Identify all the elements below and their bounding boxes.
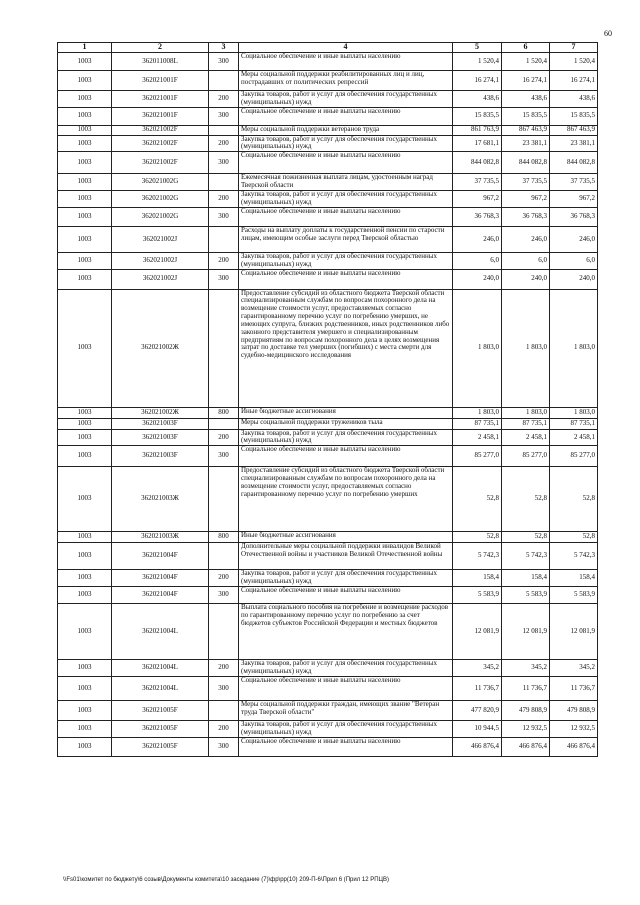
section-code: 1003 (58, 570, 112, 587)
amount-col5: 158,4 (453, 570, 502, 587)
expense-description: Меры социальной поддержки граждан, имеющих звание "Ветеран труда Тверской области" (239, 701, 453, 721)
section-code: 1003 (58, 532, 112, 543)
section-code: 1003 (58, 252, 112, 269)
table-row (58, 207, 598, 226)
expense-type-code (209, 226, 239, 252)
amount-col6: 12 932,5 (502, 721, 550, 738)
amount-col5: 477 820,9 (453, 701, 502, 721)
amount-col7: 23 381,1 (550, 135, 598, 152)
section-code: 1003 (58, 660, 112, 677)
expense-type-code: 200 (209, 721, 239, 738)
expense-description: Закупка товаров, работ и услуг для обеспечения государственных (муниципальных) нужд (239, 135, 453, 152)
expense-description: Иные бюджетные ассигнования (239, 532, 453, 543)
expense-type-code: 300 (209, 737, 239, 756)
section-code: 1003 (58, 125, 112, 135)
section-code: 1003 (58, 135, 112, 152)
expense-description: Меры социальной поддержки тружеников тыла (239, 418, 453, 429)
expense-type-code: 300 (209, 677, 239, 701)
amount-col5: 37 735,5 (453, 174, 502, 191)
amount-col7: 37 735,5 (550, 174, 598, 191)
article-code: 362021003F (112, 429, 209, 446)
table-header-row (58, 43, 598, 53)
article-code: 362021004L (112, 660, 209, 677)
amount-col5: 85 277,0 (453, 446, 502, 467)
amount-col6: 158,4 (502, 570, 550, 587)
column-header: 7 (550, 43, 598, 53)
amount-col7: 12 932,5 (550, 721, 598, 738)
article-code: 362021004F (112, 570, 209, 587)
expense-type-code: 800 (209, 532, 239, 543)
expense-description: Меры социальной поддержки реабилитированных лиц и лиц, пострадавших от политических репрессий (239, 71, 453, 91)
amount-col6: 240,0 (502, 269, 550, 289)
expense-description: Социальное обеспечение и иные выплаты населению (239, 152, 453, 174)
amount-col6: 438,6 (502, 91, 550, 108)
expense-type-code: 300 (209, 107, 239, 125)
expense-description: Социальное обеспечение и иные выплаты населению (239, 107, 453, 125)
article-code: 362021002F (112, 152, 209, 174)
amount-col7: 16 274,1 (550, 71, 598, 91)
article-code: 362021003F (112, 446, 209, 467)
section-code: 1003 (58, 174, 112, 191)
expense-type-code: 200 (209, 135, 239, 152)
section-code: 1003 (58, 737, 112, 756)
expense-type-code: 200 (209, 570, 239, 587)
amount-col6: 1 803,0 (502, 407, 550, 418)
expense-description: Ежемесячная пожизненная выплата лицам, удостоенным наград Тверской области (239, 174, 453, 191)
amount-col6: 1 520,4 (502, 53, 550, 71)
table-row (58, 604, 598, 660)
expense-type-code: 300 (209, 152, 239, 174)
table-row (58, 721, 598, 738)
amount-col7: 52,8 (550, 532, 598, 543)
amount-col6: 11 736,7 (502, 677, 550, 701)
table-row (58, 71, 598, 91)
amount-col6: 16 274,1 (502, 71, 550, 91)
amount-col7: 6,0 (550, 252, 598, 269)
table-row (58, 191, 598, 208)
expense-description: Социальное обеспечение и иные выплаты населению (239, 53, 453, 71)
amount-col6: 5 583,9 (502, 587, 550, 604)
article-code: 362021003Ж (112, 467, 209, 532)
amount-col7: 12 081,9 (550, 604, 598, 660)
table-row (58, 152, 598, 174)
amount-col5: 36 768,3 (453, 207, 502, 226)
expense-type-code (209, 543, 239, 570)
article-code: 362021002F (112, 135, 209, 152)
expense-type-code (209, 71, 239, 91)
section-code: 1003 (58, 269, 112, 289)
article-code: 362021005F (112, 701, 209, 721)
article-code: 362021004F (112, 587, 209, 604)
table-row (58, 174, 598, 191)
expense-description: Закупка товаров, работ и услуг для обеспечения государственных (муниципальных) нужд (239, 660, 453, 677)
expense-type-code: 800 (209, 407, 239, 418)
expense-description: Предоставление субсидий из областного бюджета Тверской области специализированным службам по вопросам похоронного дела на возмещение стоимости услуг, предоставляемых согласно гарантированному перечню услуг по погребению умерших, не имеющих супруга, близких родственников, иных родственников либо законного представителя умершего и специализированным предприятиям по вопросам похоронного дела в целях возмещения затрат по доставке тел умерших (погибших) с места смерти для судебно-медицинского исследования (239, 289, 453, 407)
expense-description: Закупка товаров, работ и услуг для обеспечения государственных (муниципальных) нужд (239, 570, 453, 587)
file-path-footer: \\Fs01\комитет по бюджету\6 созыв\Документы комитета\10 заседание (7)\фр\рр(10) 209-П-6\Прил 6 (Прил 12 РПЦВ) (63, 877, 389, 883)
expense-type-code (209, 604, 239, 660)
amount-col5: 10 944,5 (453, 721, 502, 738)
article-code: 362021002G (112, 174, 209, 191)
table-row (58, 91, 598, 108)
amount-col6: 246,0 (502, 226, 550, 252)
amount-col5: 5 742,3 (453, 543, 502, 570)
amount-col5: 6,0 (453, 252, 502, 269)
amount-col6: 12 081,9 (502, 604, 550, 660)
amount-col5: 844 082,8 (453, 152, 502, 174)
expense-description: Закупка товаров, работ и услуг для обеспечения государственных (муниципальных) нужд (239, 91, 453, 108)
section-code: 1003 (58, 604, 112, 660)
expense-type-code (209, 125, 239, 135)
article-code: 362021001F (112, 71, 209, 91)
amount-col5: 87 735,1 (453, 418, 502, 429)
amount-col5: 11 736,7 (453, 677, 502, 701)
amount-col7: 1 520,4 (550, 53, 598, 71)
table-row (58, 53, 598, 71)
page-number: 60 (604, 29, 612, 38)
section-code: 1003 (58, 289, 112, 407)
amount-col5: 16 274,1 (453, 71, 502, 91)
table-row (58, 135, 598, 152)
article-code: 362021005F (112, 721, 209, 738)
expense-type-code: 300 (209, 446, 239, 467)
expense-type-code: 200 (209, 191, 239, 208)
expense-description: Закупка товаров, работ и услуг для обеспечения государственных (муниципальных) нужд (239, 429, 453, 446)
expense-description: Социальное обеспечение и иные выплаты населению (239, 446, 453, 467)
amount-col6: 2 458,1 (502, 429, 550, 446)
column-header: 5 (453, 43, 502, 53)
table-row (58, 418, 598, 429)
expense-type-code: 200 (209, 252, 239, 269)
section-code: 1003 (58, 207, 112, 226)
amount-col5: 240,0 (453, 269, 502, 289)
expense-description: Закупка товаров, работ и услуг для обеспечения государственных (муниципальных) нужд (239, 252, 453, 269)
amount-col6: 844 082,8 (502, 152, 550, 174)
amount-col7: 466 876,4 (550, 737, 598, 756)
expense-type-code: 200 (209, 91, 239, 108)
amount-col6: 1 803,0 (502, 289, 550, 407)
article-code: 362021003F (112, 418, 209, 429)
amount-col5: 438,6 (453, 91, 502, 108)
table-row (58, 269, 598, 289)
table-row (58, 677, 598, 701)
table-row (58, 107, 598, 125)
table-row (58, 226, 598, 252)
expense-type-code (209, 701, 239, 721)
article-code: 362021001F (112, 107, 209, 125)
article-code: 362021004L (112, 677, 209, 701)
amount-col6: 466 876,4 (502, 737, 550, 756)
article-code: 362021004L (112, 604, 209, 660)
table-row (58, 701, 598, 721)
section-code: 1003 (58, 429, 112, 446)
amount-col7: 15 835,5 (550, 107, 598, 125)
article-code: 362021002Ж (112, 289, 209, 407)
amount-col6: 23 381,1 (502, 135, 550, 152)
expense-type-code: 300 (209, 207, 239, 226)
column-header: 4 (239, 43, 453, 53)
article-code: 362021002G (112, 207, 209, 226)
section-code: 1003 (58, 71, 112, 91)
amount-col6: 87 735,1 (502, 418, 550, 429)
amount-col5: 12 081,9 (453, 604, 502, 660)
article-code: 362011008L (112, 53, 209, 71)
amount-col7: 1 803,0 (550, 289, 598, 407)
amount-col5: 1 803,0 (453, 289, 502, 407)
table-row (58, 407, 598, 418)
article-code: 362021004F (112, 543, 209, 570)
section-code: 1003 (58, 152, 112, 174)
amount-col5: 52,8 (453, 532, 502, 543)
amount-col5: 345,2 (453, 660, 502, 677)
amount-col5: 52,8 (453, 467, 502, 532)
amount-col7: 158,4 (550, 570, 598, 587)
expense-description: Закупка товаров, работ и услуг для обеспечения государственных (муниципальных) нужд (239, 191, 453, 208)
amount-col7: 345,2 (550, 660, 598, 677)
expense-description: Расходы на выплату доплаты к государственной пенсии по старости лицам, имеющим особые заслуги перед Тверской областью (239, 226, 453, 252)
article-code: 362021005F (112, 737, 209, 756)
amount-col5: 861 763,9 (453, 125, 502, 135)
article-code: 362021002Ж (112, 407, 209, 418)
article-code: 362021002J (112, 269, 209, 289)
article-code: 362021002F (112, 125, 209, 135)
amount-col7: 87 735,1 (550, 418, 598, 429)
amount-col6: 967,2 (502, 191, 550, 208)
expense-type-code: 300 (209, 53, 239, 71)
amount-col5: 5 583,9 (453, 587, 502, 604)
table-row (58, 587, 598, 604)
table-row (58, 125, 598, 135)
section-code: 1003 (58, 701, 112, 721)
amount-col6: 6,0 (502, 252, 550, 269)
expense-description: Социальное обеспечение и иные выплаты населению (239, 737, 453, 756)
column-header: 1 (58, 43, 112, 53)
amount-col7: 246,0 (550, 226, 598, 252)
amount-col5: 246,0 (453, 226, 502, 252)
section-code: 1003 (58, 721, 112, 738)
expense-type-code (209, 174, 239, 191)
amount-col7: 438,6 (550, 91, 598, 108)
table-row (58, 252, 598, 269)
section-code: 1003 (58, 467, 112, 532)
amount-col7: 479 808,9 (550, 701, 598, 721)
amount-col6: 52,8 (502, 532, 550, 543)
amount-col7: 867 463,9 (550, 125, 598, 135)
amount-col5: 466 876,4 (453, 737, 502, 756)
budget-table (57, 42, 598, 757)
expense-description: Социальное обеспечение и иные выплаты населению (239, 587, 453, 604)
table-row (58, 543, 598, 570)
amount-col7: 5 742,3 (550, 543, 598, 570)
table-row (58, 532, 598, 543)
amount-col7: 240,0 (550, 269, 598, 289)
section-code: 1003 (58, 91, 112, 108)
amount-col7: 5 583,9 (550, 587, 598, 604)
amount-col7: 52,8 (550, 467, 598, 532)
amount-col7: 36 768,3 (550, 207, 598, 226)
expense-description: Дополнительные меры социальной поддержки инвалидов Великой Отечественной войны и участников Великой Отечественной войны (239, 543, 453, 570)
article-code: 362021002J (112, 252, 209, 269)
amount-col7: 2 458,1 (550, 429, 598, 446)
section-code: 1003 (58, 107, 112, 125)
section-code: 1003 (58, 53, 112, 71)
expense-description: Иные бюджетные ассигнования (239, 407, 453, 418)
amount-col7: 967,2 (550, 191, 598, 208)
amount-col7: 1 803,0 (550, 407, 598, 418)
expense-description: Выплата социального пособия на погребение и возмещение расходов по гарантированному перечню услуг по погребению за счет бюджетов субъектов Российской Федерации и местных бюджетов (239, 604, 453, 660)
table-row (58, 660, 598, 677)
expense-type-code (209, 418, 239, 429)
amount-col5: 967,2 (453, 191, 502, 208)
expense-type-code (209, 467, 239, 532)
amount-col5: 1 520,4 (453, 53, 502, 71)
amount-col6: 37 735,5 (502, 174, 550, 191)
section-code: 1003 (58, 446, 112, 467)
expense-description: Социальное обеспечение и иные выплаты населению (239, 677, 453, 701)
section-code: 1003 (58, 587, 112, 604)
amount-col7: 844 082,8 (550, 152, 598, 174)
amount-col6: 52,8 (502, 467, 550, 532)
expense-type-code: 200 (209, 429, 239, 446)
table-row (58, 446, 598, 467)
expense-description: Закупка товаров, работ и услуг для обеспечения государственных (муниципальных) нужд (239, 721, 453, 738)
table-row (58, 570, 598, 587)
article-code: 362021001F (112, 91, 209, 108)
expense-description: Предоставление субсидий из областного бюджета Тверской области специализированным службам по вопросам похоронного дела на возмещение стоимости услуг, предоставляемых согласно гарантированному перечню услуг по погребению умерших (239, 467, 453, 532)
table-row (58, 737, 598, 756)
expense-type-code: 200 (209, 660, 239, 677)
section-code: 1003 (58, 407, 112, 418)
article-code: 362021002J (112, 226, 209, 252)
table-row (58, 289, 598, 407)
amount-col7: 85 277,0 (550, 446, 598, 467)
amount-col5: 2 458,1 (453, 429, 502, 446)
section-code: 1003 (58, 191, 112, 208)
section-code: 1003 (58, 543, 112, 570)
amount-col6: 85 277,0 (502, 446, 550, 467)
amount-col6: 867 463,9 (502, 125, 550, 135)
section-code: 1003 (58, 677, 112, 701)
column-header: 2 (112, 43, 209, 53)
expense-type-code: 300 (209, 587, 239, 604)
expense-type-code: 300 (209, 269, 239, 289)
expense-description: Меры социальной поддержки ветеранов труда (239, 125, 453, 135)
section-code: 1003 (58, 226, 112, 252)
amount-col6: 345,2 (502, 660, 550, 677)
article-code: 362021002G (112, 191, 209, 208)
amount-col5: 17 681,1 (453, 135, 502, 152)
expense-description: Социальное обеспечение и иные выплаты населению (239, 269, 453, 289)
amount-col5: 1 803,0 (453, 407, 502, 418)
expense-description: Социальное обеспечение и иные выплаты населению (239, 207, 453, 226)
amount-col6: 36 768,3 (502, 207, 550, 226)
article-code: 362021003Ж (112, 532, 209, 543)
amount-col6: 479 808,9 (502, 701, 550, 721)
column-header: 6 (502, 43, 550, 53)
column-header: 3 (209, 43, 239, 53)
expense-type-code (209, 289, 239, 407)
amount-col6: 15 835,5 (502, 107, 550, 125)
table-row (58, 429, 598, 446)
amount-col7: 11 736,7 (550, 677, 598, 701)
section-code: 1003 (58, 418, 112, 429)
amount-col6: 5 742,3 (502, 543, 550, 570)
table-row (58, 467, 598, 532)
amount-col5: 15 835,5 (453, 107, 502, 125)
